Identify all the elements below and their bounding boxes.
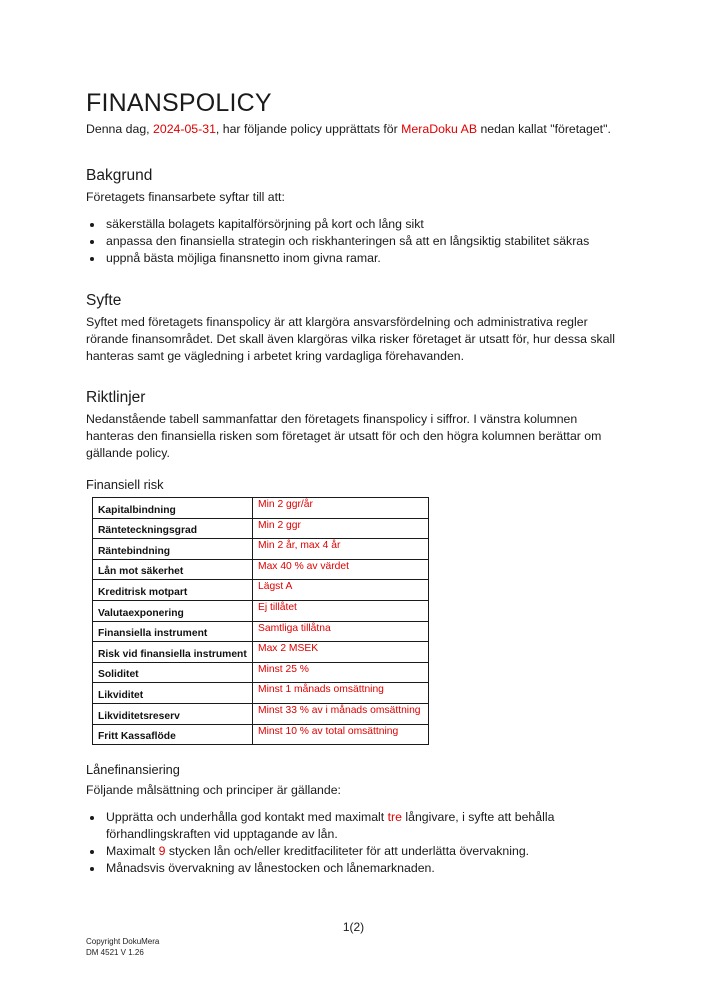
- risk-value: Lägst A: [253, 580, 429, 601]
- list-item: • Månadsvis övervakning av lånestocken och lånemarknaden.: [104, 860, 626, 877]
- risk-key: Likviditet: [93, 683, 253, 704]
- heading-lanefinansiering: Lånefinansiering: [86, 762, 180, 778]
- risk-value: Minst 33 % av i månads omsättning: [253, 703, 429, 724]
- table-row: [93, 518, 429, 539]
- risk-key: Finansiella instrument: [93, 621, 253, 642]
- risk-value: Min 2 ggr: [253, 518, 429, 539]
- intro-mid: , har följande policy upprättats för: [215, 122, 402, 136]
- risk-key: Risk vid finansiella instrument: [93, 642, 253, 663]
- bullet-text: långivare, i syfte att behålla förhandlingskraften vid upptagande av lån.: [106, 810, 555, 842]
- intro-post: nedan kallat "företaget".: [477, 122, 611, 136]
- lanefinansiering-list: [86, 809, 626, 877]
- risk-value: Ej tillåtet: [253, 600, 429, 621]
- list-item: [104, 809, 626, 843]
- lanefinansiering-lead: Följande målsättning och principer är gällande:: [86, 783, 341, 798]
- bakgrund-list: [86, 216, 626, 267]
- risk-value: Minst 25 %: [253, 662, 429, 683]
- risk-key: Fritt Kassaflöde: [93, 724, 253, 745]
- list-item: • säkerställa bolagets kapitalförsörjning på kort och lång sikt: [104, 216, 626, 233]
- risk-value: Max 2 MSEK: [253, 642, 429, 663]
- loan-count: 9: [158, 844, 166, 859]
- bakgrund-lead: Företagets finansarbete syftar till att:: [86, 190, 285, 204]
- table-row: [93, 600, 429, 621]
- intro-pre: Denna dag,: [86, 122, 154, 136]
- document-page: [86, 88, 626, 877]
- list-item: • uppnå bästa möjliga finansnetto inom givna ramar.: [104, 250, 626, 267]
- footer-doc-id: DM 4521 V 1.26: [86, 947, 144, 957]
- intro-date: 2024-05-31: [153, 122, 216, 136]
- list-item: [104, 843, 626, 860]
- heading-finansiell-risk: Finansiell risk: [86, 477, 164, 492]
- table-row: [93, 642, 429, 663]
- risk-value: Min 2 år, max 4 år: [253, 539, 429, 560]
- risk-key: Likviditetsreserv: [93, 703, 253, 724]
- table-row: [93, 539, 429, 560]
- risk-key: Soliditet: [93, 662, 253, 683]
- bullet-text: Maximalt: [106, 844, 159, 859]
- intro-company: MeraDoku AB: [401, 122, 478, 136]
- table-row: [93, 621, 429, 642]
- list-item: • anpassa den finansiella strategin och riskhanteringen så att en långsiktig stabilitet säkras: [104, 233, 626, 250]
- risk-key: Kreditrisk motpart: [93, 580, 253, 601]
- risk-value: Minst 10 % av total omsättning: [253, 724, 429, 745]
- lender-count: tre: [387, 810, 402, 825]
- risk-value: Min 2 ggr/år: [253, 498, 429, 519]
- table-row: [93, 703, 429, 724]
- heading-riktlinjer: Riktlinjer: [86, 389, 146, 406]
- heading-syfte: Syfte: [86, 292, 122, 309]
- riktlinjer-text: Nedanstående tabell sammanfattar den företagets finanspolicy i siffror. I vänstra kolumnen hanteras den finansiella risken som företaget är utsatt för och den högra kolumnen berättar om gällande policy.: [86, 412, 602, 460]
- risk-key: Valutaexponering: [93, 600, 253, 621]
- intro-paragraph: [86, 121, 626, 138]
- footer: [86, 937, 159, 958]
- footer-copyright: Copyright DokuMera: [86, 937, 160, 946]
- risk-value: Samtliga tillåtna: [253, 621, 429, 642]
- syfte-text: Syftet med företagets finanspolicy är att klargöra ansvarsfördelning och administrativa regler rörande finansområdet. Det skall även klargöras vilka risker företaget är utsatt för, hur dessa skall hanteras samt ge vägledning i arbetet kring vardagliga förehavanden.: [86, 315, 616, 363]
- table-row: [93, 498, 429, 519]
- document-title: FINANSPOLICY: [86, 89, 272, 117]
- risk-table: [92, 497, 429, 745]
- table-row: [93, 580, 429, 601]
- risk-key: Räntebindning: [93, 539, 253, 560]
- risk-key: Lån mot säkerhet: [93, 559, 253, 580]
- bullet-text: stycken lån och/eller kreditfaciliteter för att underlätta övervakning.: [165, 844, 530, 859]
- bullet-text: Upprätta och underhålla god kontakt med maximalt: [106, 810, 388, 825]
- heading-bakgrund: Bakgrund: [86, 167, 153, 184]
- risk-key: Ränteteckningsgrad: [93, 518, 253, 539]
- risk-value: Minst 1 månads omsättning: [253, 683, 429, 704]
- table-row: [93, 724, 429, 745]
- table-row: [93, 559, 429, 580]
- table-row: [93, 683, 429, 704]
- page-number: 1(2): [342, 920, 365, 934]
- table-row: [93, 662, 429, 683]
- risk-key: Kapitalbindning: [93, 498, 253, 519]
- risk-value: Max 40 % av värdet: [253, 559, 429, 580]
